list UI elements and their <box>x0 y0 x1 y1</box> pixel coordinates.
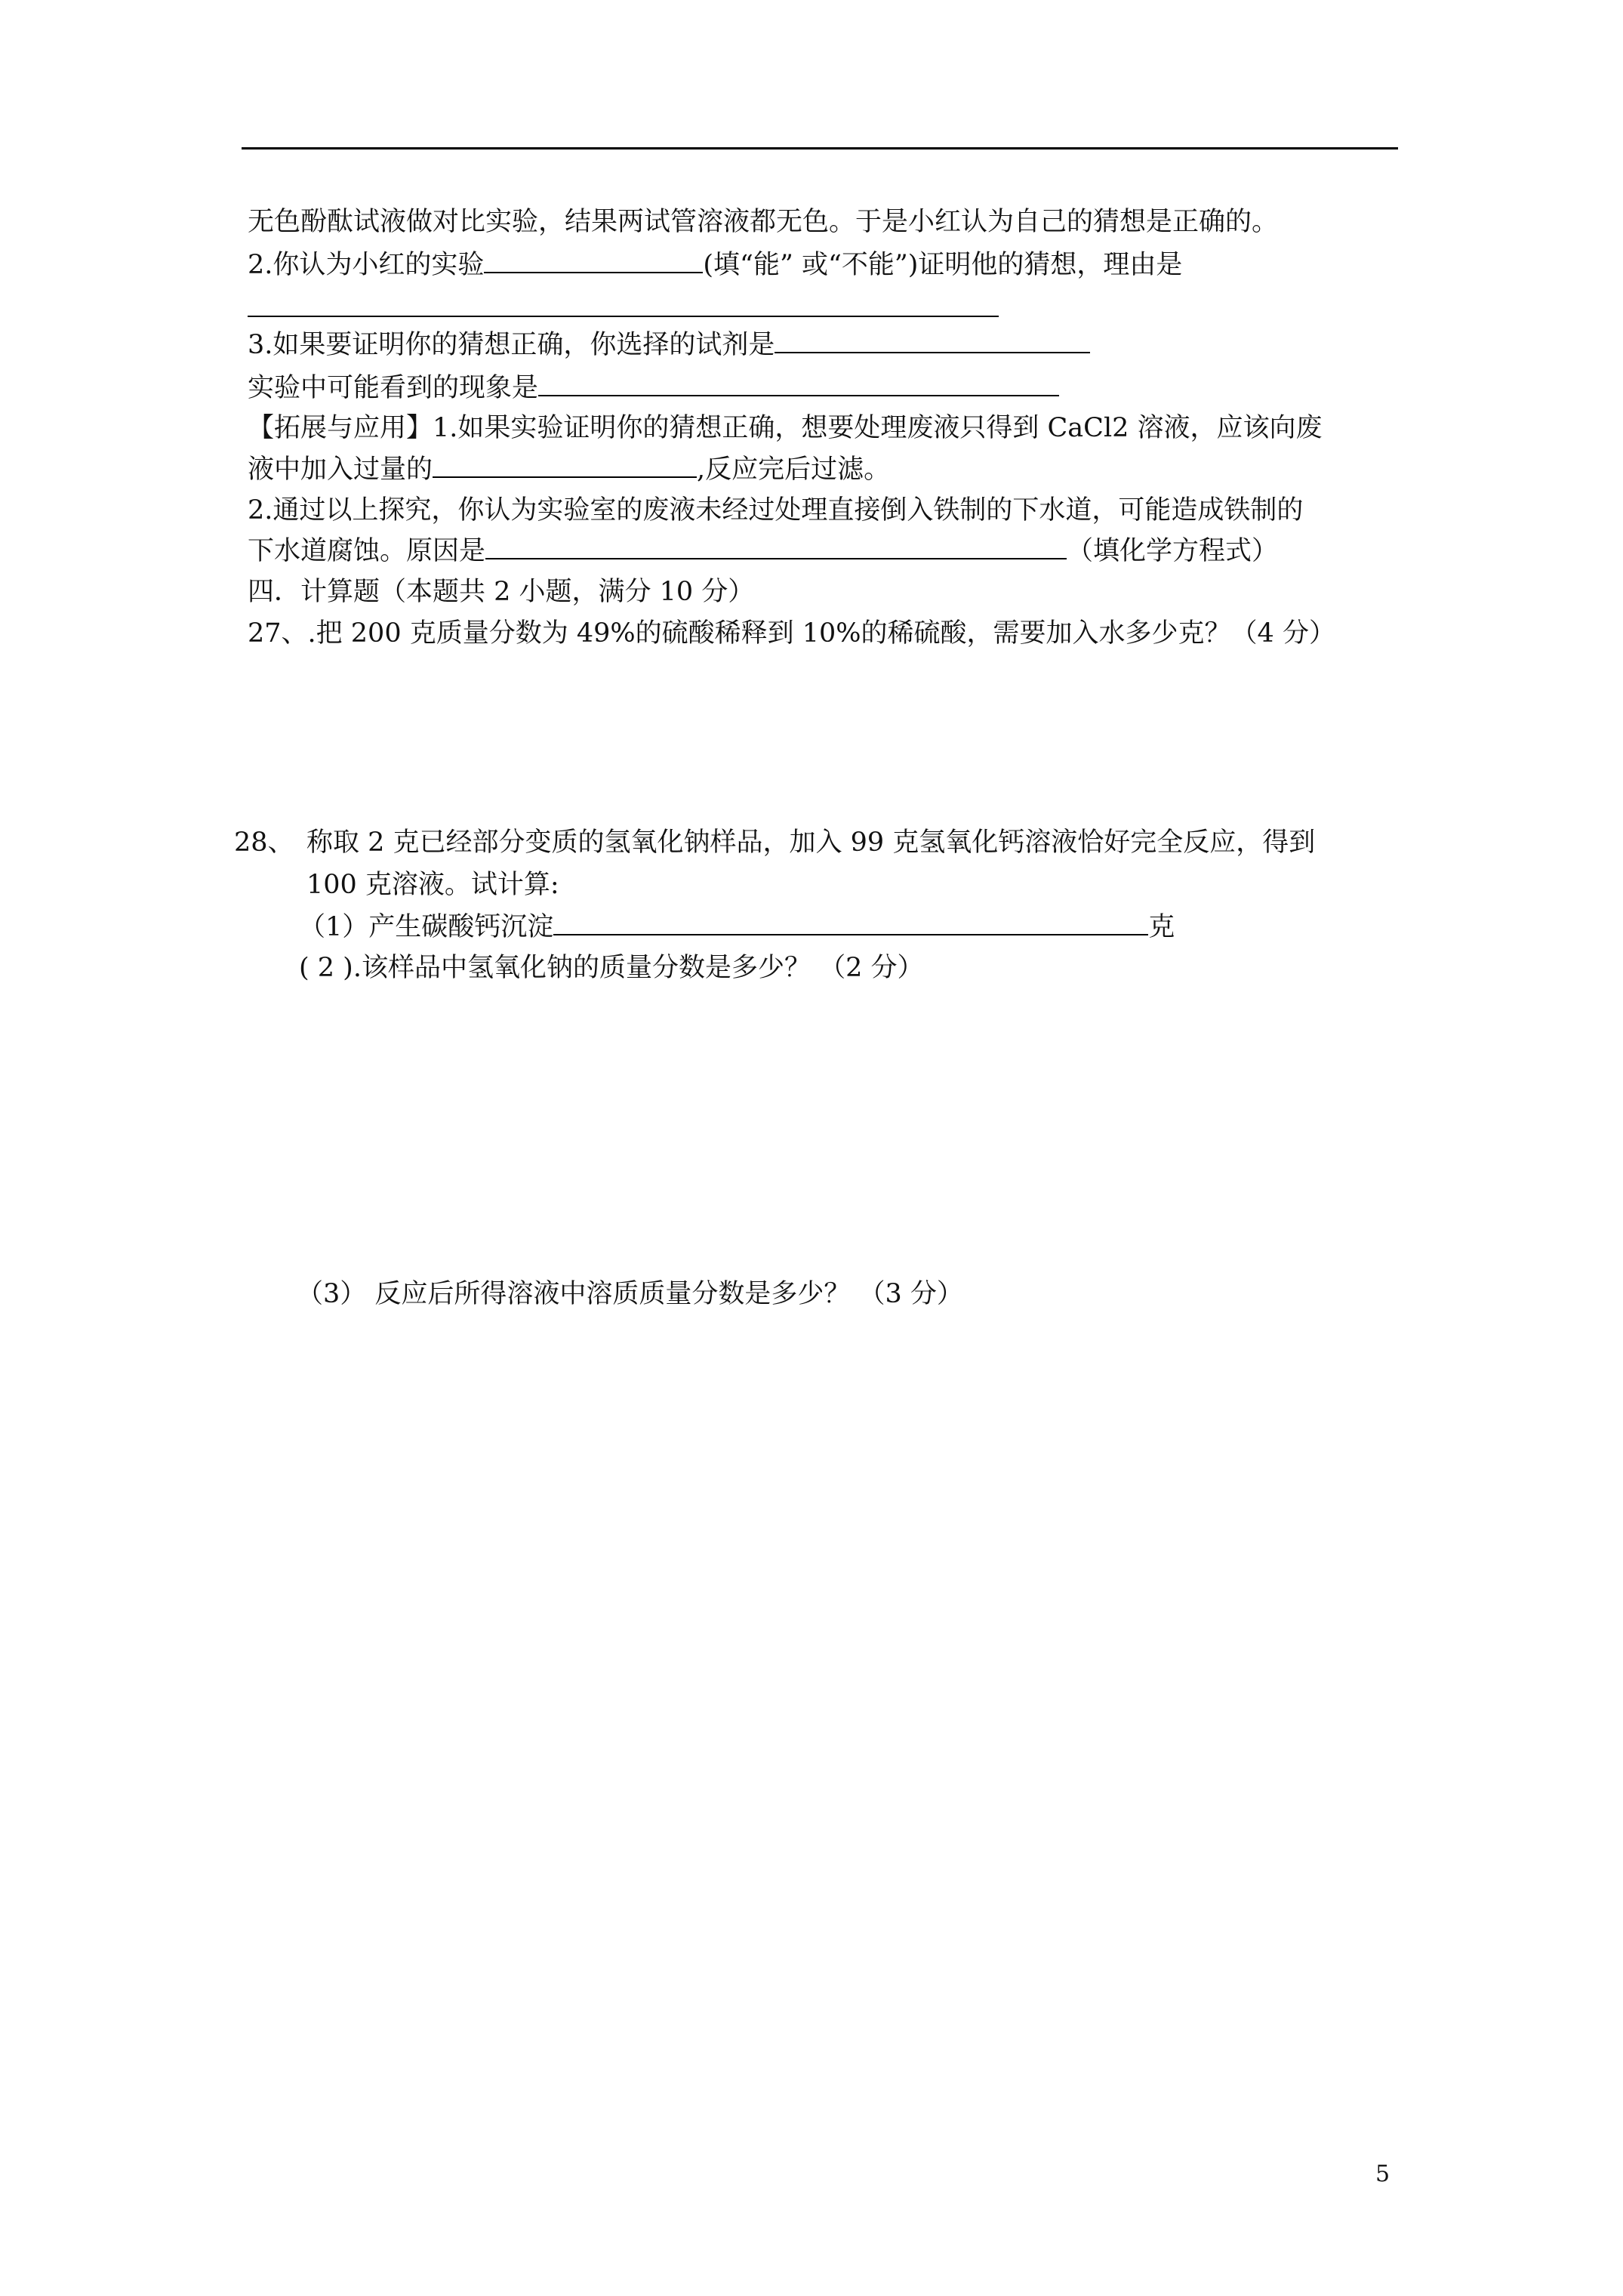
extension-line-1: 【拓展与应用】1.如果实验证明你的猜想正确，想要处理废液只得到 CaCl2 溶液，应该向废 <box>248 413 1323 443</box>
answer-blank-can-or-cannot[interactable] <box>484 246 703 273</box>
question-2-suffix: (填“能” 或“不能”)证明他的猜想，理由是 <box>703 250 1183 280</box>
answer-blank-reason[interactable] <box>248 316 999 317</box>
question-28-line-1: 称取 2 克已经部分变质的氢氧化钠样品，加入 99 克氢氧化钙溶液恰好完全反应，得到 <box>306 827 1316 858</box>
answer-blank-excess-reagent[interactable] <box>433 451 697 478</box>
header-rule <box>242 147 1398 149</box>
extension-q2-line-2 <box>248 532 1278 569</box>
section-4-heading: 四．计算题（本题共 2 小题，满分 10 分） <box>248 577 755 607</box>
part-1-unit: 克 <box>1148 912 1175 942</box>
extension-line-2-prefix: 液中加入过量的 <box>248 455 433 485</box>
observation-line <box>248 369 1059 406</box>
text-line-1: 无色酚酞试液做对比实验，结果两试管溶液都无色。于是小红认为自己的猜想是正确的。 <box>248 207 1279 237</box>
question-27: 27、.把 200 克质量分数为 49%的硫酸稀释到 10%的稀硫酸，需要加入水多少克？（4 分） <box>248 618 1335 649</box>
answer-blank-precipitate-mass[interactable] <box>553 908 1148 935</box>
question-28-line-2: 100 克溶液。试计算: <box>306 870 559 900</box>
observation-text: 实验中可能看到的现象是 <box>248 373 539 403</box>
answer-blank-observation[interactable] <box>538 369 1059 396</box>
question-28-number: 28、 <box>234 827 294 858</box>
extension-q2-prefix: 下水道腐蚀。原因是 <box>248 536 486 566</box>
question-28-part-2: ( 2 ).该样品中氢氧化钠的质量分数是多少？ （2 分） <box>299 953 924 983</box>
answer-blank-reagent[interactable] <box>775 326 1090 353</box>
page-number: 5 <box>1375 2161 1390 2187</box>
extension-q2-suffix: （填化学方程式） <box>1067 536 1279 566</box>
extension-q2-line-1: 2.通过以上探究，你认为实验室的废液未经过处理直接倒入铁制的下水道，可能造成铁制的 <box>248 495 1304 525</box>
question-3-text: 3.如果要证明你的猜想正确，你选择的试剂是 <box>248 330 775 360</box>
part-1-text: （1）产生碳酸钙沉淀 <box>299 912 554 942</box>
question-2-line <box>248 246 1182 283</box>
extension-line-2 <box>248 451 890 488</box>
question-3-line <box>248 326 1090 363</box>
question-28-part-3: （3） 反应后所得溶液中溶质质量分数是多少？ （3 分） <box>297 1279 963 1309</box>
answer-blank-equation[interactable] <box>485 532 1067 559</box>
question-2-prefix: 2.你认为小红的实验 <box>248 250 485 280</box>
extension-line-2-suffix: ,反应完后过滤。 <box>697 455 891 485</box>
question-28-part-1 <box>299 908 1175 945</box>
